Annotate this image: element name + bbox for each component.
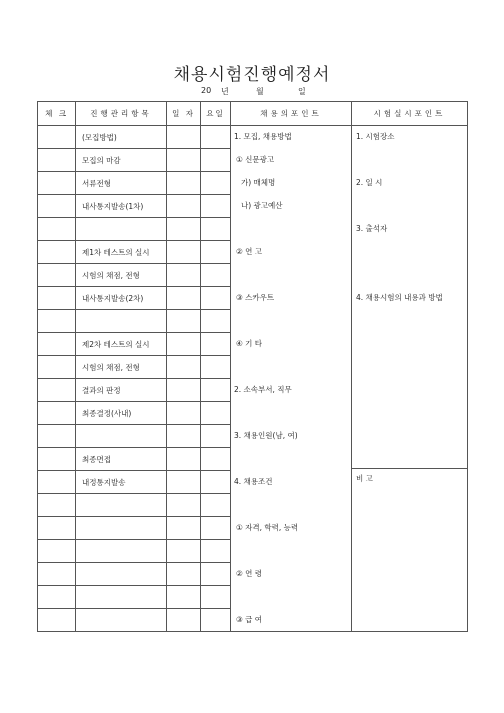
item-cell[interactable]: 시험의 채점, 전형: [76, 356, 167, 379]
weekday-cell[interactable]: [201, 264, 231, 287]
hire-point-line: ② 연 령: [236, 569, 262, 578]
item-cell[interactable]: [76, 563, 167, 586]
weekday-cell[interactable]: [201, 517, 231, 540]
item-cell[interactable]: [76, 494, 167, 517]
weekday-cell[interactable]: [201, 448, 231, 471]
check-cell[interactable]: [38, 264, 76, 287]
date-cell[interactable]: [167, 402, 201, 425]
weekday-cell[interactable]: [201, 310, 231, 333]
check-cell[interactable]: [38, 218, 76, 241]
hire-point-line: 2. 소속부서, 직무: [234, 385, 292, 394]
header-row: [38, 102, 468, 126]
check-cell[interactable]: [38, 356, 76, 379]
item-cell[interactable]: 제2차 테스트의 실시: [76, 333, 167, 356]
item-cell[interactable]: [76, 586, 167, 609]
date-cell[interactable]: [167, 310, 201, 333]
weekday-cell[interactable]: [201, 287, 231, 310]
date-cell[interactable]: [167, 471, 201, 494]
check-cell[interactable]: [38, 563, 76, 586]
date-cell[interactable]: [167, 126, 201, 149]
hire-point-line: 나) 광고예산: [241, 201, 283, 210]
item-cell[interactable]: 서류전형: [76, 172, 167, 195]
weekday-cell[interactable]: [201, 333, 231, 356]
date-cell[interactable]: [167, 448, 201, 471]
check-cell[interactable]: [38, 241, 76, 264]
date-cell[interactable]: [167, 379, 201, 402]
weekday-cell[interactable]: [201, 540, 231, 563]
weekday-cell[interactable]: [201, 356, 231, 379]
date-cell[interactable]: [167, 586, 201, 609]
date-cell[interactable]: [167, 172, 201, 195]
month-unit: 월: [256, 87, 264, 96]
weekday-cell[interactable]: [201, 425, 231, 448]
header-hire-points: 채용의포인트: [231, 102, 352, 126]
check-cell[interactable]: [38, 448, 76, 471]
item-cell[interactable]: 시험의 채점, 전형: [76, 264, 167, 287]
hire-point-line: 1. 모집, 채용방법: [234, 132, 292, 141]
check-cell[interactable]: [38, 287, 76, 310]
item-cell[interactable]: 내사통지발송(2차): [76, 287, 167, 310]
exam-point-line: 2. 일 시: [356, 178, 383, 187]
year-field[interactable]: 20: [201, 86, 212, 95]
day-unit: 일: [298, 87, 306, 96]
hire-point-line: ① 신문광고: [236, 155, 275, 164]
weekday-cell[interactable]: [201, 126, 231, 149]
check-cell[interactable]: [38, 494, 76, 517]
check-cell[interactable]: [38, 540, 76, 563]
check-cell[interactable]: [38, 379, 76, 402]
check-cell[interactable]: [38, 425, 76, 448]
hire-point-line: ④ 기 타: [236, 339, 262, 348]
weekday-cell[interactable]: [201, 195, 231, 218]
check-cell[interactable]: [38, 172, 76, 195]
date-cell[interactable]: [167, 425, 201, 448]
item-cell[interactable]: [76, 609, 167, 632]
item-cell[interactable]: [76, 517, 167, 540]
check-cell[interactable]: [38, 126, 76, 149]
header-exam-points: 시험실시포인트: [352, 102, 468, 126]
hire-point-line: ③ 스카우트: [236, 293, 275, 302]
date-cell[interactable]: [167, 218, 201, 241]
weekday-cell[interactable]: [201, 172, 231, 195]
date-cell[interactable]: [167, 540, 201, 563]
exam-points-cell[interactable]: [352, 126, 468, 632]
weekday-cell[interactable]: [201, 149, 231, 172]
hire-point-line: 가) 매체명: [241, 178, 276, 187]
item-cell[interactable]: 제1차 테스트의 실시: [76, 241, 167, 264]
weekday-cell[interactable]: [201, 402, 231, 425]
item-cell[interactable]: 내사통지발송(1차): [76, 195, 167, 218]
year-unit: 년: [221, 87, 229, 96]
date-cell[interactable]: [167, 517, 201, 540]
header-date: 일 자: [167, 102, 201, 126]
date-cell[interactable]: [167, 149, 201, 172]
item-cell[interactable]: [76, 310, 167, 333]
weekday-cell[interactable]: [201, 563, 231, 586]
hire-point-line: ③ 급 여: [236, 615, 262, 624]
date-cell[interactable]: [167, 494, 201, 517]
item-cell[interactable]: [76, 218, 167, 241]
recruitment-schedule-table: [37, 101, 468, 632]
header-check: 체 크: [38, 102, 76, 126]
check-cell[interactable]: [38, 586, 76, 609]
weekday-cell[interactable]: [201, 471, 231, 494]
weekday-cell[interactable]: [201, 586, 231, 609]
item-cell[interactable]: 결과의 판정: [76, 379, 167, 402]
remarks-divider: [352, 468, 467, 469]
check-cell[interactable]: [38, 471, 76, 494]
table-row: [38, 126, 468, 149]
document-title: 채용시험진행예정서: [173, 65, 331, 85]
weekday-cell[interactable]: [201, 241, 231, 264]
weekday-cell[interactable]: [201, 494, 231, 517]
hire-point-line: 3. 채용인원(남, 여): [234, 431, 298, 440]
header-weekday: 요일: [201, 102, 231, 126]
check-cell[interactable]: [38, 333, 76, 356]
weekday-cell[interactable]: [201, 379, 231, 402]
weekday-cell[interactable]: [201, 609, 231, 632]
date-cell[interactable]: [167, 195, 201, 218]
header-item: 진행관리항목: [76, 102, 167, 126]
hire-point-line: 4. 채용조건: [234, 477, 273, 486]
date-cell[interactable]: [167, 356, 201, 379]
item-cell[interactable]: 모집의 마감: [76, 149, 167, 172]
date-cell[interactable]: [167, 287, 201, 310]
check-cell[interactable]: [38, 310, 76, 333]
exam-point-line: 4. 채용시험의 내용과 방법: [356, 293, 443, 302]
hire-point-line: ① 자격, 학력, 능력: [236, 523, 299, 532]
date-cell[interactable]: [167, 264, 201, 287]
hire-points-cell[interactable]: [231, 126, 352, 632]
date-cell[interactable]: [167, 333, 201, 356]
item-cell[interactable]: (모집방법): [76, 126, 167, 149]
item-cell[interactable]: [76, 540, 167, 563]
date-cell[interactable]: [167, 609, 201, 632]
check-cell[interactable]: [38, 195, 76, 218]
remarks-label: 비 고: [356, 474, 373, 483]
item-cell[interactable]: [76, 425, 167, 448]
date-cell[interactable]: [167, 563, 201, 586]
weekday-cell[interactable]: [201, 218, 231, 241]
item-cell[interactable]: 내정통지발송: [76, 471, 167, 494]
check-cell[interactable]: [38, 609, 76, 632]
hire-point-line: ② 연 고: [236, 247, 262, 256]
check-cell[interactable]: [38, 517, 76, 540]
exam-point-line: 3. 출석자: [356, 224, 388, 233]
check-cell[interactable]: [38, 402, 76, 425]
exam-point-line: 1. 시험장소: [356, 132, 395, 141]
item-cell[interactable]: 최종결정(사내): [76, 402, 167, 425]
check-cell[interactable]: [38, 149, 76, 172]
item-cell[interactable]: 최종면접: [76, 448, 167, 471]
date-cell[interactable]: [167, 241, 201, 264]
